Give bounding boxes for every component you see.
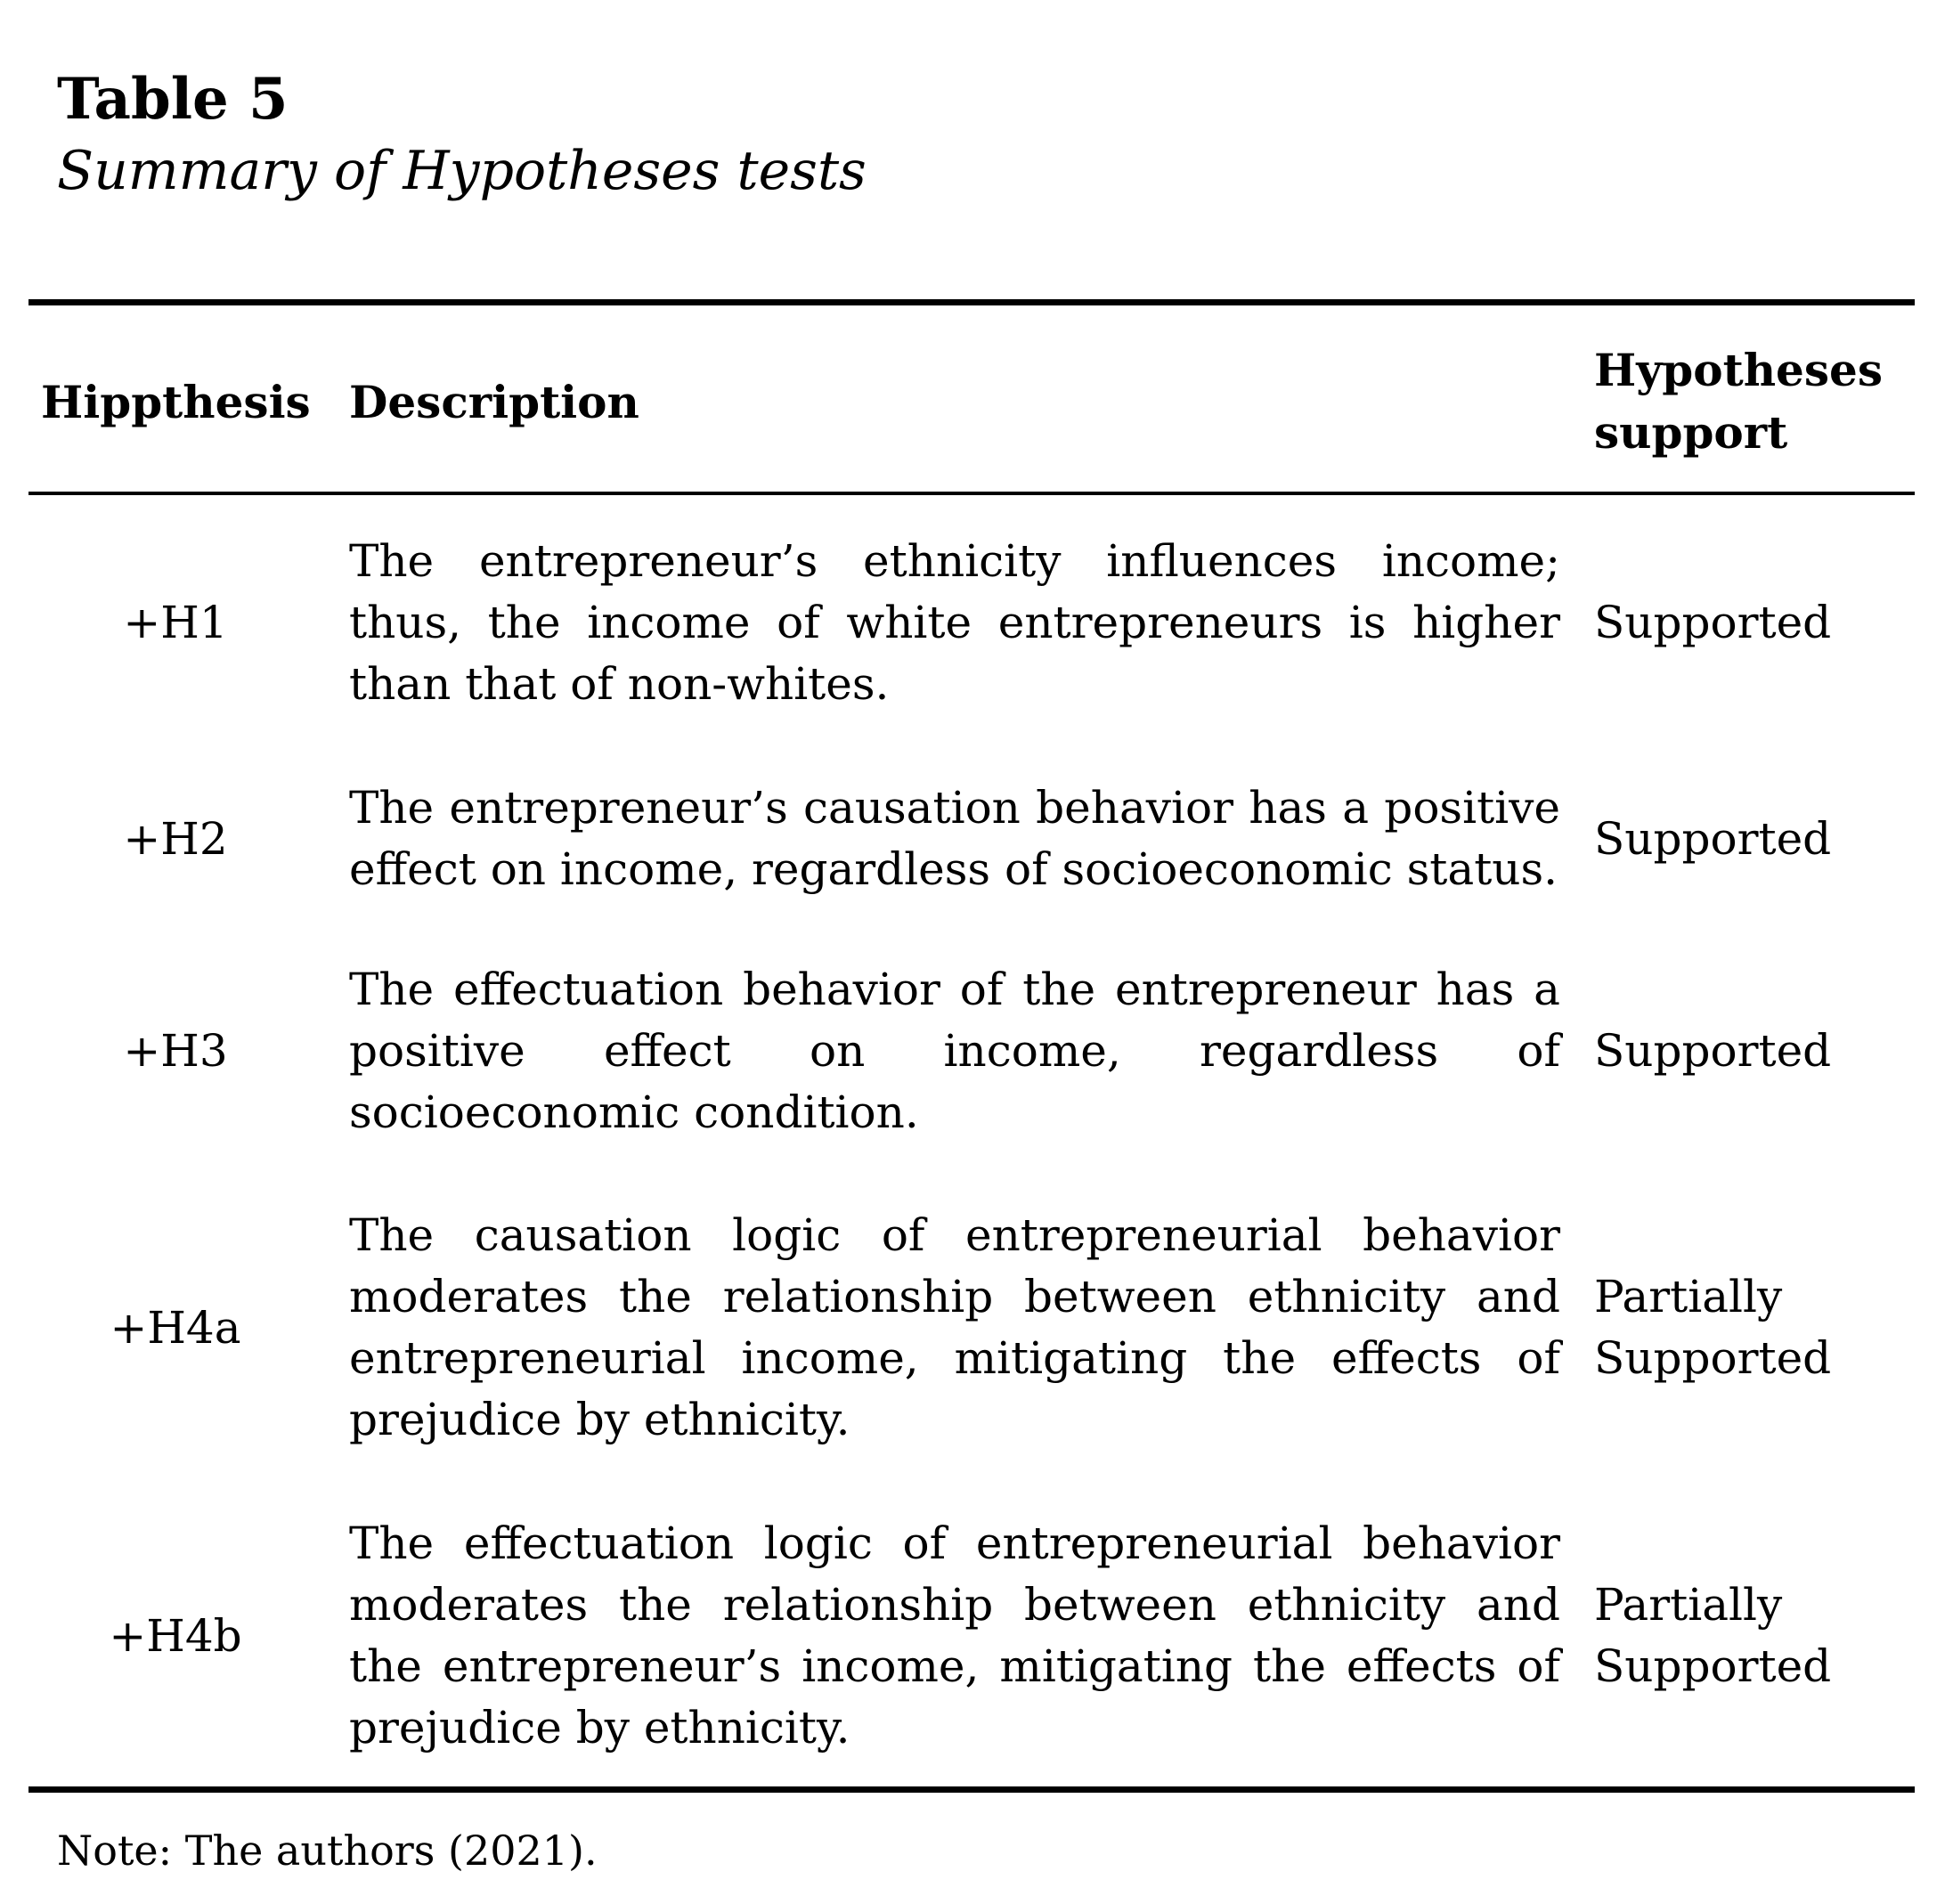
table-number: Table 5 <box>57 66 289 133</box>
hypothesis-support: Supported <box>1594 1025 1832 1077</box>
table-top-rule <box>28 299 1915 305</box>
hypothesis-description: The effectuation logic of entrepreneurial behavior moderates the relationship between ethnicity and the entrepreneur’s income, mitigating the effects of prejudice by ethnicity. <box>349 1518 1560 1753</box>
hypothesis-description: The effectuation behavior of the entrepreneur has a positive effect on income, regardless of socioeconomic condition. <box>349 964 1560 1138</box>
hypothesis-support <box>1594 1266 1915 1389</box>
hypothesis-id: +H3 <box>123 1025 228 1077</box>
table-note: Note: The authors (2021). <box>57 1827 598 1875</box>
header-support-line2: support <box>1594 406 1788 459</box>
hypothesis-id: +H4a <box>110 1302 241 1354</box>
support-line1: Partially <box>1594 1271 1783 1322</box>
table-caption: Summary of Hypotheses tests <box>57 140 867 202</box>
hypothesis-support: Supported <box>1594 813 1832 865</box>
header-hypotheses-support <box>1594 339 1915 464</box>
hypothesis-support <box>1594 1574 1915 1697</box>
hypothesis-id: +H2 <box>123 813 228 865</box>
hypothesis-support: Supported <box>1594 597 1832 648</box>
header-support-line1: Hypotheses <box>1594 344 1883 396</box>
hypothesis-description: The causation logic of entrepreneurial behavior moderates the relationship between ethnicity and entrepreneurial income, mitigating the effects of prejudice by ethnicity. <box>349 1209 1560 1445</box>
support-line1: Partially <box>1594 1579 1783 1631</box>
hypothesis-id: +H1 <box>123 597 228 648</box>
hypothesis-description: The entrepreneur’s causation behavior has a positive effect on income, regardless of socioeconomic status. <box>349 782 1560 895</box>
table-header-rule <box>28 492 1915 495</box>
header-hypothesis: Hippthesis <box>41 376 311 428</box>
header-description: Description <box>349 376 639 428</box>
hypothesis-description: The entrepreneur’s ethnicity influences income; thus, the income of white entrepreneurs is higher than that of non-whites. <box>349 535 1560 710</box>
support-line2: Supported <box>1594 1332 1832 1384</box>
hypothesis-id: +H4b <box>109 1610 242 1662</box>
support-line2: Supported <box>1594 1640 1832 1692</box>
table-bottom-rule <box>28 1786 1915 1793</box>
